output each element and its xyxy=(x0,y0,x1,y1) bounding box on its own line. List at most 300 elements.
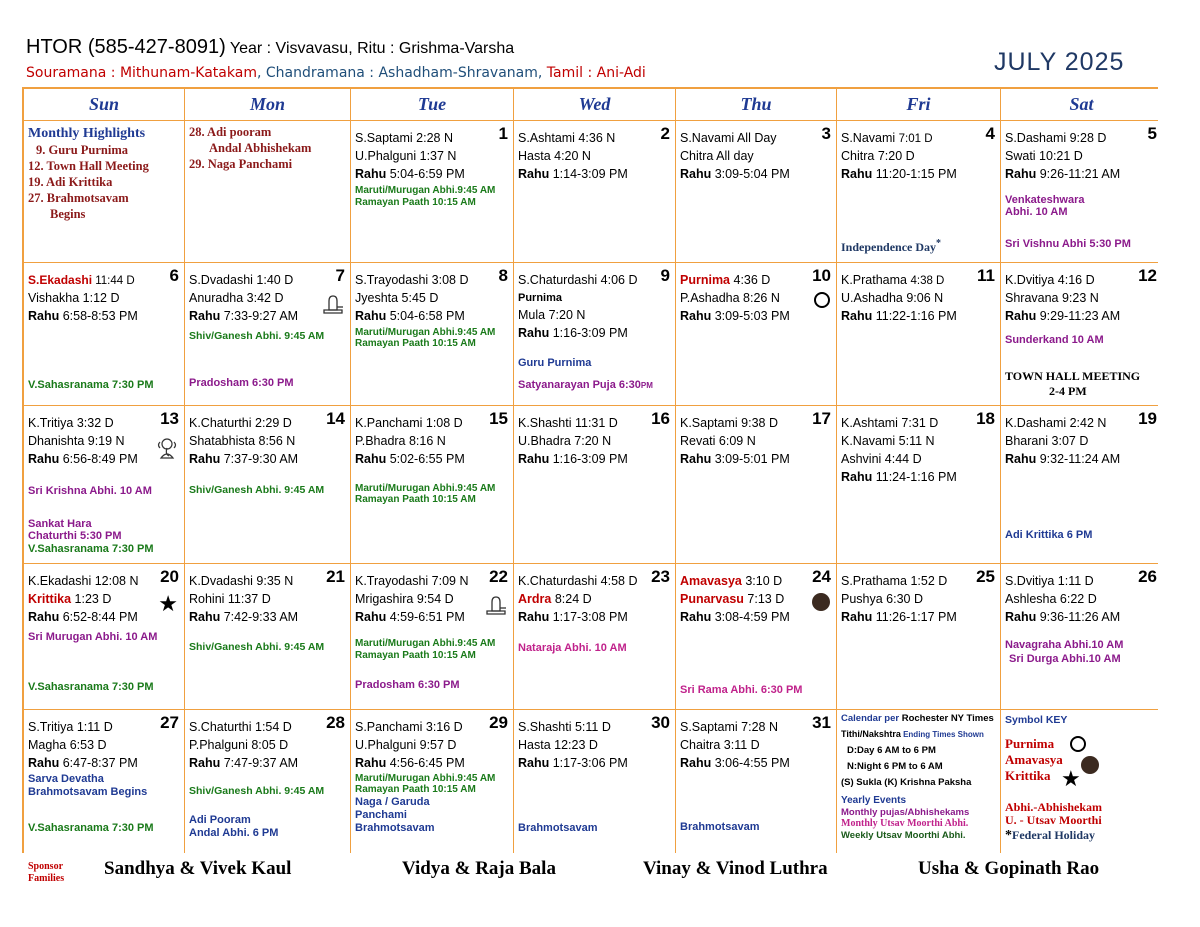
nakshatra-time: 7:13 D xyxy=(743,592,785,606)
rahu-label: Rahu xyxy=(841,167,873,181)
event: Brahmotsavam Begins xyxy=(28,786,148,798)
rahu-time: 3:09-5:03 PM xyxy=(711,309,790,323)
tithi: K.Dashami 2:42 N xyxy=(1005,416,1107,430)
rahu-label: Rahu xyxy=(680,452,712,466)
day-cell-29[interactable] xyxy=(351,710,513,856)
day-cell-24[interactable] xyxy=(676,564,836,709)
day-header-sun: Sun xyxy=(24,89,184,120)
info-line: Monthly Utsav Moorthi Abhi. xyxy=(841,818,969,829)
tithi: K.Chaturthi 2:29 D xyxy=(189,416,292,430)
nakshatra: Revati 6:09 N xyxy=(680,434,756,448)
day-number: 6 xyxy=(169,266,179,285)
rahu-kalam xyxy=(355,610,465,624)
event: Sri Murugan Abhi. 10 AM xyxy=(28,631,158,643)
rahu-time: 1:16-3:09 PM xyxy=(549,326,628,340)
tithi: S.Prathama 1:52 D xyxy=(841,574,948,588)
day-header-wed: Wed xyxy=(514,89,675,120)
day-cell-2[interactable] xyxy=(514,121,675,262)
rahu-label: Rahu xyxy=(28,756,60,770)
tithi-name: S.Navami xyxy=(841,131,899,145)
key-abhi: Abhi.-Abhishekam xyxy=(1005,800,1103,814)
highlight-item: Begins xyxy=(50,207,86,221)
rahu-time: 1:17-3:08 PM xyxy=(549,610,628,624)
symbol-key-title: Symbol KEY xyxy=(1005,714,1068,726)
calendar-info-cell xyxy=(837,710,1000,856)
nakshatra: Hasta 4:20 N xyxy=(518,149,591,163)
tithi: K.Saptami 9:38 D xyxy=(680,416,778,430)
event: V.Sahasranama 7:30 PM xyxy=(28,543,154,555)
rahu-label: Rahu xyxy=(189,309,221,323)
rahu-kalam xyxy=(680,610,790,624)
nakshatra-name: Punarvasu xyxy=(680,592,744,606)
rahu-time: 6:52-8:44 PM xyxy=(59,610,138,624)
rahu-kalam xyxy=(189,309,298,323)
event: Nataraja Abhi. 10 AM xyxy=(518,642,627,654)
nakshatra: U.Ashadha 9:06 N xyxy=(841,291,944,305)
day-header-thu: Thu xyxy=(676,89,836,120)
event: Sri Rama Abhi. 6:30 PM xyxy=(680,684,803,696)
rahu-label: Rahu xyxy=(518,610,550,624)
tithi xyxy=(28,273,135,287)
event: Maruti/Murugan Abhi.9:45 AM xyxy=(355,327,496,338)
day-header-tue: Tue xyxy=(351,89,513,120)
nakshatra: Pushya 6:30 D xyxy=(841,592,923,606)
federal-holiday-star: * xyxy=(1005,828,1012,843)
day-cell-10[interactable] xyxy=(676,263,836,405)
rahu-kalam xyxy=(841,470,957,484)
rahu-label: Rahu xyxy=(28,610,60,624)
day-header-mon: Mon xyxy=(185,89,350,120)
day-number: 18 xyxy=(976,409,995,428)
info-text: Ending Times Shown xyxy=(900,730,984,739)
event: Venkateshwara xyxy=(1005,194,1085,206)
sponsor-family: Vidya & Raja Bala xyxy=(402,858,556,879)
monthly-highlights-cell xyxy=(24,121,184,262)
tamil-month: Tamil : Ani-Adi xyxy=(546,65,646,81)
day-number: 11 xyxy=(977,266,995,285)
rahu-time: 11:26-1:17 PM xyxy=(872,610,957,624)
day-number: 30 xyxy=(651,713,670,732)
rahu-label: Rahu xyxy=(355,756,387,770)
rahu-kalam xyxy=(1005,309,1120,323)
rahu-time: 7:37-9:30 AM xyxy=(220,452,299,466)
event: Sarva Devatha xyxy=(28,773,104,785)
rahu-kalam xyxy=(355,756,465,770)
nakshatra: U.Phalguni 1:37 N xyxy=(355,149,457,163)
day-number: 31 xyxy=(812,713,831,732)
day-cell-28[interactable] xyxy=(185,710,350,856)
rahu-time: 3:09-5:04 PM xyxy=(711,167,790,181)
tithi-time: 3:10 D xyxy=(741,574,783,588)
event xyxy=(518,379,653,392)
day-cell-17[interactable] xyxy=(676,406,836,563)
nakshatra: Mula 7:20 N xyxy=(518,308,586,322)
nakshatra: Ashvini 4:44 D xyxy=(841,452,922,466)
event: Brahmotsavam xyxy=(518,822,598,834)
day-cell-25[interactable] xyxy=(837,564,1000,709)
rahu-label: Rahu xyxy=(28,309,60,323)
rahu-kalam xyxy=(841,309,957,323)
rahu-kalam xyxy=(355,452,465,466)
rahu-time: 1:14-3:09 PM xyxy=(549,167,628,181)
event: V.Sahasranama 7:30 PM xyxy=(28,681,154,693)
highlight-item: 19. Adi Krittika xyxy=(28,175,113,189)
nakshatra xyxy=(518,592,592,606)
tithi-name: Purnima xyxy=(680,273,731,287)
tithi: S.Saptami 2:28 N xyxy=(355,131,453,145)
day-cell-11[interactable] xyxy=(837,263,1000,405)
sponsor-label xyxy=(28,861,64,885)
event: Guru Purnima xyxy=(518,357,592,369)
event: V.Sahasranama 7:30 PM xyxy=(28,822,154,834)
day-cell-3[interactable] xyxy=(676,121,836,262)
tithi: S.Ashtami 4:36 N xyxy=(518,131,616,145)
day-number: 24 xyxy=(812,567,831,586)
federal-holiday xyxy=(841,238,941,253)
nakshatra: Hasta 12:23 D xyxy=(518,738,598,752)
chandramana: Chandramana : Ashadham-Shravanam xyxy=(265,65,538,81)
rahu-label: Rahu xyxy=(841,470,873,484)
month-title: JULY 2025 xyxy=(994,48,1125,76)
purnima-circle-icon xyxy=(1070,736,1086,752)
mon-note-item: 28. Adi pooram xyxy=(189,125,272,139)
event: Shiv/Ganesh Abhi. 9:45 AM xyxy=(189,484,325,496)
day-cell-20[interactable] xyxy=(24,564,184,709)
day-number: 26 xyxy=(1138,567,1157,586)
tithi: S.Shashti 5:11 D xyxy=(518,720,611,734)
rahu-label: Rahu xyxy=(1005,167,1037,181)
rahu-label: Rahu xyxy=(189,756,221,770)
key-label: Krittika xyxy=(1005,768,1051,783)
tithi: S.Dashami 9:28 D xyxy=(1005,131,1107,145)
tithi: K.Trayodashi 7:09 N xyxy=(355,574,469,588)
info-line xyxy=(841,729,984,739)
event: V.Sahasranama 7:30 PM xyxy=(28,379,154,391)
tithi xyxy=(841,273,944,287)
rahu-label: Rahu xyxy=(841,309,873,323)
day-cell-18[interactable] xyxy=(837,406,1000,563)
separator: , xyxy=(537,65,547,81)
tithi-name: Amavasya xyxy=(680,574,742,588)
rahu-label: Rahu xyxy=(680,756,712,770)
day-cell-13[interactable] xyxy=(24,406,184,563)
nakshatra: Anuradha 3:42 D xyxy=(189,291,284,305)
federal-holiday-star: * xyxy=(936,238,942,249)
day-cell-5[interactable] xyxy=(1001,121,1162,262)
rahu-time: 9:32-11:24 AM xyxy=(1036,452,1121,466)
tithi: K.Dvitiya 4:16 D xyxy=(1005,273,1095,287)
rahu-label: Rahu xyxy=(518,452,550,466)
nakshatra: Magha 6:53 D xyxy=(28,738,107,752)
rahu-label: Rahu xyxy=(189,452,221,466)
sponsor-family: Usha & Gopinath Rao xyxy=(918,858,1100,879)
tithi: S.Trayodashi 3:08 D xyxy=(355,273,469,287)
nakshatra: P.Bhadra 8:16 N xyxy=(355,434,446,448)
event: Abhi. 10 AM xyxy=(1005,206,1068,218)
event: Ramayan Paath 10:15 AM xyxy=(355,494,476,505)
tithi: S.Panchami 3:16 D xyxy=(355,720,463,734)
nakshatra-time: 1:23 D xyxy=(71,592,112,606)
day-number: 15 xyxy=(489,409,508,428)
day-cell-27[interactable] xyxy=(24,710,184,856)
day-cell-21[interactable] xyxy=(185,564,350,709)
rahu-kalam xyxy=(841,610,957,624)
separator: , xyxy=(256,65,266,81)
rahu-time: 11:24-1:16 PM xyxy=(872,470,957,484)
nakshatra: U.Phalguni 9:57 D xyxy=(355,738,457,752)
tithi-time: 4:38 D xyxy=(910,275,945,287)
rahu-time: 5:04-6:59 PM xyxy=(386,167,465,181)
key-krittika xyxy=(1005,768,1051,784)
event-text: Satyanarayan Puja 6:30 xyxy=(518,379,641,391)
key-label: Purnima xyxy=(1005,736,1055,751)
tithi-time: 11:44 D xyxy=(92,275,135,287)
tithi: K.Dvadashi 9:35 N xyxy=(189,574,294,588)
day-header-sat: Sat xyxy=(1001,89,1162,120)
sponsor-family: Sandhya & Vivek Kaul xyxy=(104,858,292,879)
rahu-label: Rahu xyxy=(518,167,550,181)
star-icon: ★ xyxy=(158,591,178,616)
event: Ramayan Paath 10:15 AM xyxy=(355,197,476,208)
year-ritu: Year : Visvavasu, Ritu : Grishma-Varsha xyxy=(225,40,515,57)
event: Maruti/Murugan Abhi.9:45 AM xyxy=(355,483,496,494)
event: Chaturthi 5:30 PM xyxy=(28,530,122,542)
rahu-time: 3:06-4:55 PM xyxy=(711,756,790,770)
town-hall-time: 2-4 PM xyxy=(1049,384,1087,398)
day-cell-12[interactable] xyxy=(1001,263,1162,405)
day-number: 3 xyxy=(821,124,831,143)
tithi: S.Tritiya 1:11 D xyxy=(28,720,113,734)
nakshatra: Dhanishta 9:19 N xyxy=(28,434,125,448)
calendar-grid xyxy=(22,87,1158,853)
day-number: 28 xyxy=(326,713,345,732)
rahu-label: Rahu xyxy=(680,167,712,181)
day-cell-19[interactable] xyxy=(1001,406,1162,563)
day-number: 12 xyxy=(1138,266,1157,285)
event: Brahmotsavam xyxy=(355,822,435,834)
day-number: 5 xyxy=(1147,124,1157,143)
rahu-kalam xyxy=(189,756,298,770)
purnima-label: Purnima xyxy=(518,292,563,304)
sponsor-label-line: Sponsor xyxy=(28,861,64,872)
rahu-kalam xyxy=(355,309,465,323)
rahu-label: Rahu xyxy=(355,309,387,323)
event: Maruti/Murugan Abhi.9:45 AM xyxy=(355,185,496,196)
rahu-label: Rahu xyxy=(680,309,712,323)
symbol-key-cell xyxy=(1001,710,1162,856)
rahu-label: Rahu xyxy=(680,610,712,624)
nakshatra: P.Ashadha 8:26 N xyxy=(680,291,780,305)
event-text-pm: PM xyxy=(640,381,653,390)
event: Panchami xyxy=(355,809,407,821)
day-cell-30[interactable] xyxy=(514,710,675,856)
nakshatra: Ashlesha 6:22 D xyxy=(1005,592,1097,606)
rahu-kalam xyxy=(841,167,957,181)
tithi: S.Navami All Day xyxy=(680,131,777,145)
day-number: 8 xyxy=(498,266,508,285)
mon-note-item: 29. Naga Panchami xyxy=(189,157,293,171)
nakshatra xyxy=(680,592,784,606)
rahu-kalam xyxy=(1005,610,1120,624)
tithi xyxy=(680,273,770,287)
nakshatra: U.Bhadra 7:20 N xyxy=(518,434,612,448)
day-cell-1[interactable] xyxy=(351,121,513,262)
nakshatra: Chitra 7:20 D xyxy=(841,149,915,163)
rahu-kalam xyxy=(189,452,298,466)
highlight-item: 27. Brahmotsavam xyxy=(28,191,129,205)
day-number: 2 xyxy=(660,124,670,143)
day-number: 14 xyxy=(326,409,345,428)
highlights-title: Monthly Highlights xyxy=(28,126,146,141)
tithi: K.Tritiya 3:32 D xyxy=(28,416,114,430)
day-number: 22 xyxy=(489,567,508,586)
nakshatra: Shatabhista 8:56 N xyxy=(189,434,296,448)
event: Navagraha Abhi.10 AM xyxy=(1005,639,1124,651)
info-line: Yearly Events xyxy=(841,795,907,806)
day-cell-8[interactable] xyxy=(351,263,513,405)
event: Ramayan Paath 10:15 AM xyxy=(355,338,476,349)
star-icon: ★ xyxy=(1061,766,1081,791)
tithi: K.Ekadashi 12:08 N xyxy=(28,574,139,588)
rahu-time: 1:17-3:06 PM xyxy=(549,756,628,770)
day-cell-31[interactable] xyxy=(676,710,836,856)
day-cell-16[interactable] xyxy=(514,406,675,563)
rahu-time: 9:26-11:21 AM xyxy=(1036,167,1121,181)
event: Sri Krishna Abhi. 10 AM xyxy=(28,485,152,497)
tithi: S.Dvadashi 1:40 D xyxy=(189,273,294,287)
rahu-kalam xyxy=(355,167,465,181)
tithi-name: K.Prathama xyxy=(841,273,911,287)
event: Brahmotsavam xyxy=(680,821,760,833)
day-cell-26[interactable] xyxy=(1001,564,1162,709)
tithi: K.Shashti 11:31 D xyxy=(518,416,618,430)
rahu-time: 7:33-9:27 AM xyxy=(220,309,299,323)
info-line: N:Night 6 PM to 6 AM xyxy=(847,761,943,772)
rahu-label: Rahu xyxy=(1005,452,1037,466)
highlight-item: 12. Town Hall Meeting xyxy=(28,159,149,173)
nakshatra: Vishakha 1:12 D xyxy=(28,291,120,305)
ganesha-icon xyxy=(156,436,178,463)
rahu-time: 11:22-1:16 PM xyxy=(872,309,957,323)
event: Sankat Hara xyxy=(28,518,92,530)
rahu-kalam xyxy=(1005,167,1120,181)
event: Shiv/Ganesh Abhi. 9:45 AM xyxy=(189,641,325,653)
rahu-time: 3:08-4:59 PM xyxy=(711,610,790,624)
rahu-label: Rahu xyxy=(189,610,221,624)
shivalinga-icon xyxy=(322,293,344,318)
holiday-name: Independence Day xyxy=(841,240,937,254)
nakshatra: Bharani 3:07 D xyxy=(1005,434,1089,448)
day-cell-22[interactable] xyxy=(351,564,513,709)
tithi-name: S.Ekadashi xyxy=(28,273,93,287)
rahu-kalam xyxy=(518,756,628,770)
day-number: 7 xyxy=(335,266,345,285)
day-number: 17 xyxy=(812,409,831,428)
tithi: S.Saptami 7:28 N xyxy=(680,720,778,734)
key-label: Federal Holiday xyxy=(1012,828,1095,842)
rahu-kalam xyxy=(28,309,138,323)
nakshatra: Jyeshta 5:45 D xyxy=(355,291,439,305)
rahu-time: 6:56-8:49 PM xyxy=(59,452,138,466)
rahu-label: Rahu xyxy=(1005,610,1037,624)
day-number: 1 xyxy=(498,124,508,143)
event: Sunderkand 10 AM xyxy=(1005,334,1104,346)
day-number: 25 xyxy=(976,567,995,586)
tithi: S.Chaturthi 1:54 D xyxy=(189,720,292,734)
calendar-title xyxy=(26,36,514,59)
rahu-label: Rahu xyxy=(355,610,387,624)
tithi: K.Panchami 1:08 D xyxy=(355,416,463,430)
event: Ramayan Paath 10:15 AM xyxy=(355,650,476,661)
rahu-label: Rahu xyxy=(355,167,387,181)
rahu-kalam xyxy=(1005,452,1120,466)
day-cell-15[interactable] xyxy=(351,406,513,563)
rahu-time: 7:47-9:37 AM xyxy=(220,756,299,770)
rahu-label: Rahu xyxy=(355,452,387,466)
rahu-kalam xyxy=(518,610,628,624)
rahu-kalam xyxy=(518,326,628,340)
town-hall-meeting: TOWN HALL MEETING xyxy=(1005,369,1141,383)
day-number: 20 xyxy=(160,567,179,586)
day-cell-7[interactable] xyxy=(185,263,350,405)
rahu-kalam xyxy=(518,167,628,181)
rahu-kalam xyxy=(28,452,138,466)
rahu-kalam xyxy=(680,756,790,770)
rahu-time: 5:02-6:55 PM xyxy=(386,452,465,466)
info-text: Calendar per xyxy=(841,713,900,724)
day-cell-14[interactable] xyxy=(185,406,350,563)
calendar-subtitle xyxy=(26,65,646,81)
event: Pradosham 6:30 PM xyxy=(189,377,294,389)
event: Sri Durga Abhi.10 AM xyxy=(1009,653,1121,665)
key-purnima xyxy=(1005,736,1054,752)
rahu-time: 1:16-3:09 PM xyxy=(549,452,628,466)
highlight-item: 9. Guru Purnima xyxy=(36,143,129,157)
tithi xyxy=(680,574,782,588)
info-text: Rochester NY Times xyxy=(899,713,994,724)
rahu-time: 6:58-8:53 PM xyxy=(59,309,138,323)
day-number: 27 xyxy=(160,713,179,732)
rahu-kalam xyxy=(28,610,138,624)
day-number: 10 xyxy=(812,266,831,285)
tithi: S.Dvitiya 1:11 D xyxy=(1005,574,1094,588)
info-line xyxy=(841,713,994,724)
rahu-time: 9:36-11:26 AM xyxy=(1036,610,1121,624)
day-cell-4[interactable] xyxy=(837,121,1000,262)
rahu-time: 4:59-6:51 PM xyxy=(386,610,465,624)
rahu-time: 3:09-5:01 PM xyxy=(711,452,790,466)
day-number: 4 xyxy=(985,124,995,143)
rahu-label: Rahu xyxy=(28,452,60,466)
day-number: 9 xyxy=(660,266,670,285)
day-cell-6[interactable] xyxy=(24,263,184,405)
info-line: D:Day 6 AM to 6 PM xyxy=(847,745,936,756)
event: Sri Vishnu Abhi 5:30 PM xyxy=(1005,238,1131,250)
rahu-time: 9:29-11:23 AM xyxy=(1036,309,1121,323)
info-line: Monthly pujas/Abhishekams xyxy=(841,807,970,818)
nakshatra: Chaitra 3:11 D xyxy=(680,738,760,752)
rahu-label: Rahu xyxy=(1005,309,1037,323)
nakshatra: Shravana 9:23 N xyxy=(1005,291,1099,305)
nakshatra xyxy=(28,592,111,606)
day-cell-9[interactable] xyxy=(514,263,675,405)
nakshatra-time: 8:24 D xyxy=(551,592,592,606)
rahu-kalam xyxy=(680,167,790,181)
day-cell-23[interactable] xyxy=(514,564,675,709)
rahu-kalam xyxy=(28,756,138,770)
event: Maruti/Murugan Abhi.9:45 AM xyxy=(355,638,496,649)
rahu-time: 7:42-9:33 AM xyxy=(220,610,299,624)
